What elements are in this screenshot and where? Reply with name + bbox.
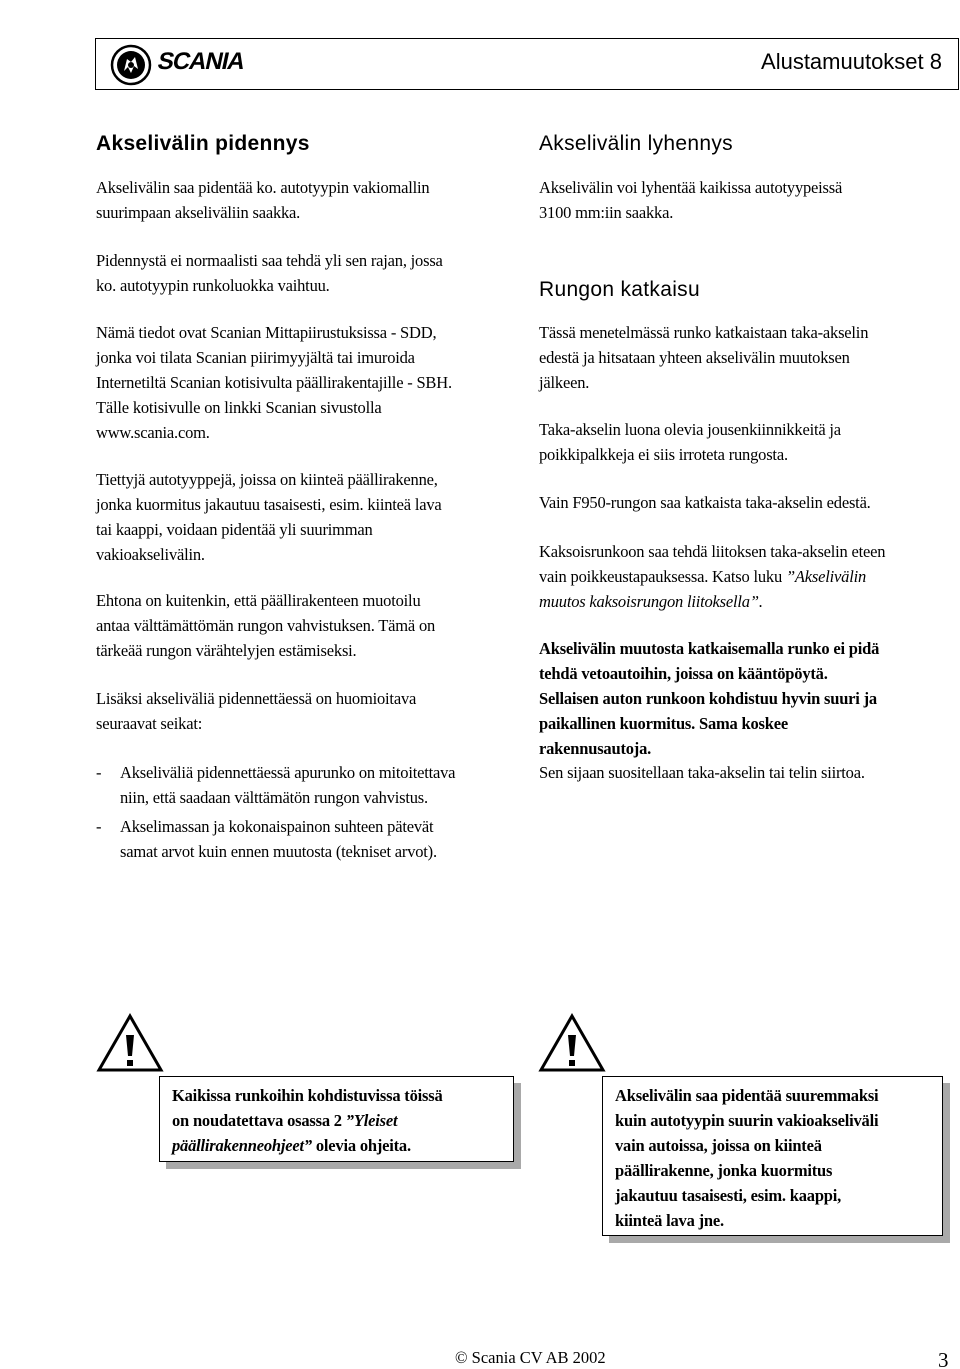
italic-span: ”Yleiset (345, 1111, 398, 1130)
text-line: vakioakselivälin. (96, 545, 205, 564)
text-line: tärkeää rungon värähtelyjen estämiseksi. (96, 641, 357, 660)
italic-span: päällirakenneohjeet” (172, 1136, 312, 1155)
page-header (95, 38, 959, 90)
text-line: Akselivälin muutosta katkaisemalla runko ei pidä (539, 639, 880, 658)
list-item (96, 760, 546, 810)
text-line: 3100 mm:iin saakka. (539, 203, 674, 222)
text-line (172, 1133, 503, 1158)
paragraph-6 (96, 686, 416, 736)
paragraph-r5 (539, 539, 885, 614)
heading-akselivalin-lyhennys: Akselivälin lyhennys (539, 132, 733, 155)
text-line: Nämä tiedot ovat Scanian Mittapiirustuksissa - SDD, (96, 323, 437, 342)
text-line: kuin autotyypin suurin vakioakseliväli (615, 1111, 879, 1130)
page-number: 3 (938, 1348, 949, 1369)
text-line: edestä ja hitsataan yhteen akselivälin muutoksen (539, 348, 850, 367)
text-line: poikkipalkkeja ei siis irroteta rungosta. (539, 445, 788, 464)
notice-box-pidennys (602, 1076, 943, 1236)
text-span: vain poikkeustapauksessa. Katso luku (539, 567, 786, 586)
paragraph-4 (96, 467, 442, 567)
scania-griffin-logo-icon (110, 44, 152, 86)
text-line: Pidennystä ei normaalisti saa tehdä yli sen rajan, jossa (96, 251, 443, 270)
list-dash: - (96, 763, 102, 782)
text-line: jonka kuormitus jakautuu tasaisesti, esim. kiinteä lava (96, 495, 442, 514)
warning-triangle-icon (538, 1013, 606, 1073)
paragraph-2 (96, 248, 443, 298)
text-line: niin, että saadaan välttämätön rungon vahvistus. (120, 788, 428, 807)
text-line: seuraavat seikat: (96, 714, 203, 733)
paragraph-5 (96, 588, 435, 663)
document-section-title: Alustamuutokset 8 (761, 49, 942, 74)
warning-triangle-icon (96, 1013, 164, 1073)
text-line: jälkeen. (539, 373, 590, 392)
heading-akselivalin-pidennys: Akselivälin pidennys (96, 132, 310, 155)
text-line: tai kaappi, voidaan pidentää yli suurimman (96, 520, 373, 539)
text-line: Akselivälin voi lyhentää kaikissa autotyypeissä (539, 178, 843, 197)
footer-copyright: © Scania CV AB 2002 (455, 1348, 606, 1367)
paragraph-r3 (539, 417, 841, 467)
italic-span: muutos kaksoisrungon liitoksella”. (539, 592, 763, 611)
text-line: tehdä vetoautoihin, joissa on kääntöpöytä. (539, 664, 828, 683)
text-line: Taka-akselin luona olevia jousenkiinnikkeitä ja (539, 420, 841, 439)
text-line: samat arvot kuin ennen muutosta (tekniset arvot). (120, 842, 437, 861)
notice-box-runkoihin (159, 1076, 514, 1162)
paragraph-3 (96, 320, 452, 445)
paragraph-r1 (539, 175, 842, 225)
text-line: Akselivälin saa pidentää ko. autotyypin vakiomallin (96, 178, 430, 197)
text-line: vain autoissa, joissa on kiinteä (615, 1136, 822, 1155)
text-line: rakennusautoja. (539, 739, 652, 758)
text-line: www.scania.com. (96, 423, 210, 442)
paragraph-1 (96, 175, 429, 225)
text-line: Tiettyjä autotyyppejä, joissa on kiinteä päällirakenne, (96, 470, 438, 489)
text-line: jonka voi tilata Scanian piirimyyjältä tai imuroida (96, 348, 415, 367)
text-line: Akselivälin saa pidentää suuremmaksi (615, 1086, 879, 1105)
text-line: Kaikissa runkoihin kohdistuvissa töissä (172, 1086, 443, 1105)
list-dash: - (96, 817, 102, 836)
text-line: Kaksoisrunkoon saa tehdä liitoksen taka-akselin eteen (539, 542, 886, 561)
text-line: paikallinen kuormitus. Sama koskee (539, 714, 789, 733)
text-line: jakautuu tasaisesti, esim. kaappi, (615, 1186, 842, 1205)
paragraph-r2 (539, 320, 868, 395)
brand-wordmark: SCANIA (155, 48, 247, 75)
text-line: Internetiltä Scanian kotisivulta päällirakentajille - SBH. (96, 373, 452, 392)
text-line: Sellaisen auton runkoon kohdistuu hyvin suuri ja (539, 689, 877, 708)
text-line: suurimpaan akseliväliin saakka. (96, 203, 301, 222)
text-line: ko. autotyypin runkoluokka vaihtuu. (96, 276, 330, 295)
heading-rungon-katkaisu: Rungon katkaisu (539, 278, 700, 301)
text-span: olevia ohjeita. (311, 1136, 411, 1155)
text-line: Lisäksi akseliväliä pidennettäessä on huomioitava (96, 689, 417, 708)
text-line: kiinteä lava jne. (615, 1211, 724, 1230)
text-line: päällirakenne, jonka kuormitus (615, 1161, 833, 1180)
list-item (96, 814, 546, 864)
text-line (539, 589, 885, 614)
text-line (172, 1108, 503, 1133)
italic-span: ”Akselivälin (785, 567, 867, 586)
text-line (539, 564, 885, 589)
text-line: Tälle kotisivulle on linkki Scanian sivustolla (96, 398, 382, 417)
text-line: antaa välttämättömän rungon vahvistuksen. Tämä on (96, 616, 436, 635)
text-line: Ehtona on kuitenkin, että päällirakenteen muotoilu (96, 591, 421, 610)
paragraph-r4: Vain F950-rungon saa katkaista taka-akselin edestä. (539, 493, 871, 512)
warning-paragraph-bold (539, 636, 879, 761)
text-line: Tässä menetelmässä runko katkaistaan taka-akselin (539, 323, 869, 342)
text-span: on noudatettava osassa 2 (172, 1111, 346, 1130)
text-line: Akselimassan ja kokonaispainon suhteen pätevät (120, 817, 434, 836)
paragraph-r6: Sen sijaan suositellaan taka-akselin tai telin siirtoa. (539, 763, 865, 782)
text-line: Akseliväliä pidennettäessä apurunko on mitoitettava (120, 763, 456, 782)
